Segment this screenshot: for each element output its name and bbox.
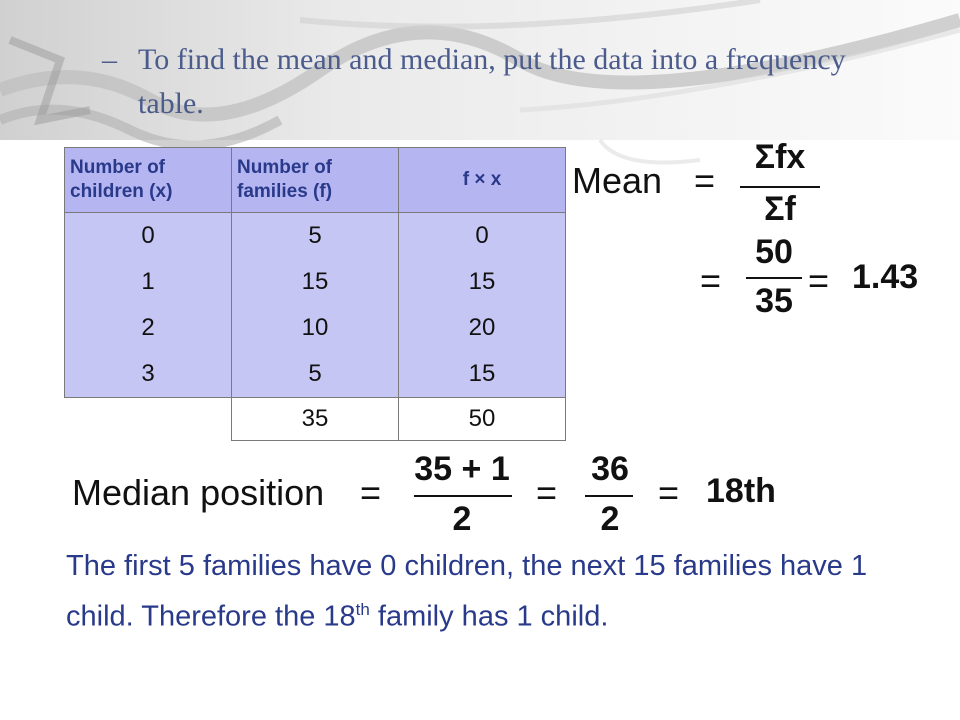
cell-x: 0 (141, 222, 155, 249)
mean-result: 1.43 (852, 258, 919, 296)
frequency-table (64, 147, 566, 441)
header-fx: f × x (399, 148, 566, 213)
median-equals-3: = (658, 472, 680, 513)
median-numerator-1: 35 + 1 (414, 450, 510, 488)
cell-fx: 15 (468, 360, 496, 387)
bullet-text: To find the mean and median, put the data into a frequency table. (138, 43, 846, 120)
cell-f: 10 (301, 314, 329, 341)
column-x (65, 213, 232, 398)
total-fx: 50 (399, 398, 566, 441)
column-f (232, 213, 399, 398)
cell-x: 3 (141, 360, 155, 387)
table-body-row (65, 213, 566, 398)
median-equals-1: = (360, 472, 382, 513)
cell-x: 1 (141, 268, 155, 295)
cell-x: 2 (141, 314, 155, 341)
cell-f: 5 (308, 222, 322, 249)
mean-equals-2: = (700, 260, 722, 301)
mean-sigma-fx: Σfx (754, 138, 806, 176)
cell-fx: 20 (468, 314, 496, 341)
median-denominator-2: 2 (600, 500, 620, 538)
mean-equals-1: = (694, 160, 716, 201)
mean-denominator: 35 (755, 282, 793, 320)
median-equals-2: = (536, 472, 558, 513)
header-families: Number of families (f) (232, 148, 399, 213)
mean-label: Mean (572, 160, 663, 201)
mean-value-fraction-line (746, 277, 802, 279)
column-fx (399, 213, 566, 398)
median-fraction-line-2 (585, 495, 633, 497)
mean-sigma-f: Σf (764, 190, 796, 228)
bullet-dash: – (102, 43, 117, 76)
total-blank (65, 398, 232, 441)
explanation-text (66, 545, 926, 639)
explanation-part1: The first 5 families have 0 children, the next 15 families have 1 child. Therefore the 18 (66, 550, 868, 633)
explanation-superscript: th (355, 600, 370, 619)
cell-f: 15 (301, 268, 329, 295)
explanation-part2: family has 1 child. (369, 600, 609, 633)
median-result: 18th (706, 472, 776, 510)
header-children: Number of children (x) (65, 148, 232, 213)
median-label: Median position (72, 472, 325, 513)
median-denominator-1: 2 (452, 500, 472, 538)
median-numerator-2: 36 (591, 450, 629, 488)
cell-fx: 0 (475, 222, 489, 249)
table-total-row (65, 398, 566, 441)
table-header-row (65, 148, 566, 213)
median-fraction-line-1 (414, 495, 512, 497)
mean-fraction-line (740, 186, 820, 188)
cell-f: 5 (308, 360, 322, 387)
mean-equals-3: = (808, 260, 830, 301)
mean-numerator: 50 (755, 233, 793, 271)
total-f: 35 (232, 398, 399, 441)
cell-fx: 15 (468, 268, 496, 295)
